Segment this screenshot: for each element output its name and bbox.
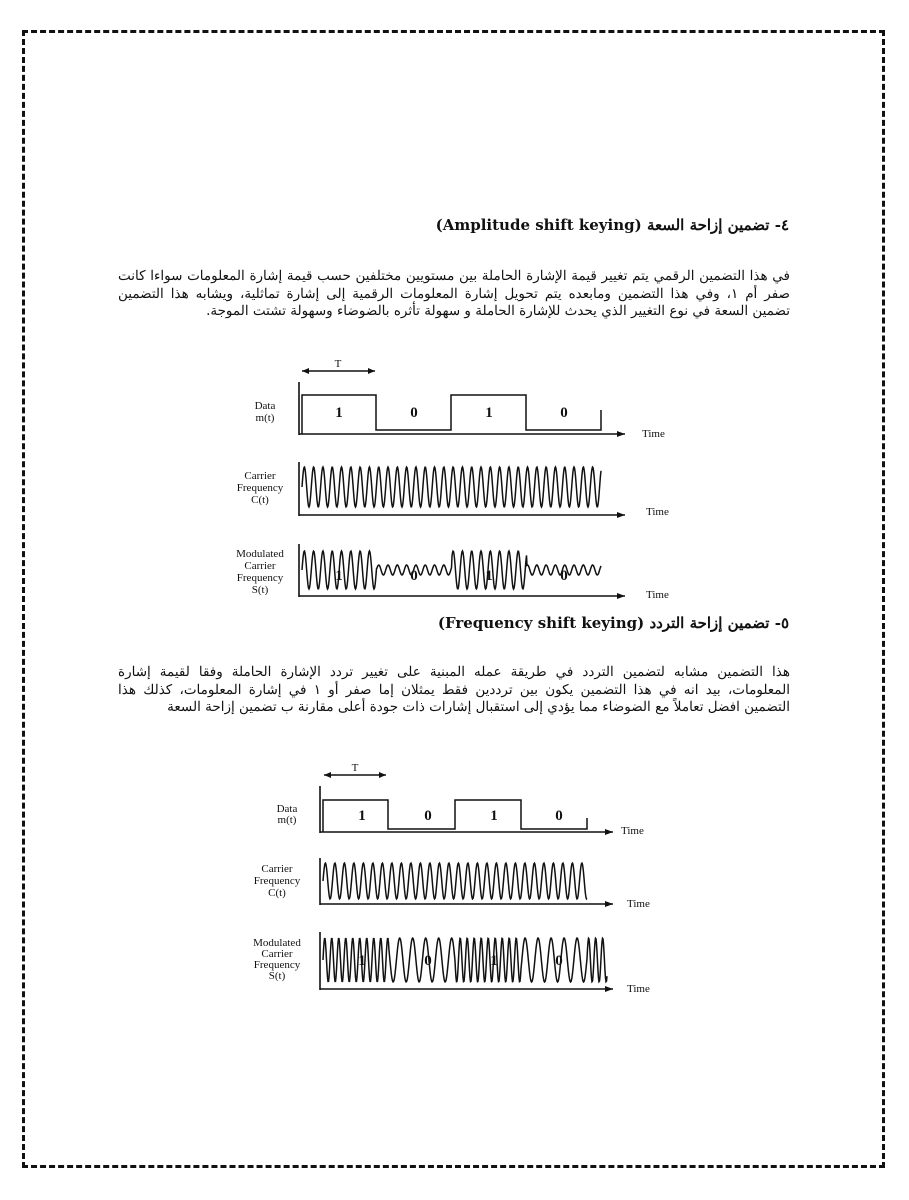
- modulated-label: Modulated: [253, 937, 301, 949]
- data-row: [255, 382, 665, 440]
- time-label: Time: [642, 428, 665, 440]
- ask-paragraph-line: صفر أم ١، وفي هذا التضمين ومابعده يتم تحويل إشارة المعلومات الرقمية إلى إشارة تماثلية، ويشابه هذا التضمين: [118, 285, 790, 302]
- bit-label: 1: [335, 405, 343, 421]
- modulated-row: [253, 932, 650, 995]
- time-label: Time: [627, 983, 650, 995]
- bit-label: 0: [410, 568, 418, 584]
- bit-label: 1: [358, 808, 366, 824]
- ask-paragraph-line: تضمين السعة في نوع التغيير الذي يحدث للإشارة الحاملة و سهولة تأثره بالضوضاء وسهولة تشتت الموجة.: [206, 303, 790, 319]
- ask-paragraph-line: في هذا التضمين الرقمي يتم تغيير قيمة الإشارة الحاملة بين مستويين مختلفين حسب قيمة إشارة المعلومات سواءا كانت: [118, 268, 790, 284]
- data-square-wave: [302, 395, 601, 434]
- bit-label: 0: [424, 953, 432, 969]
- period-label: T: [334, 358, 342, 370]
- carrier-label: C(t): [268, 887, 286, 899]
- ask-paragraph: [118, 268, 790, 321]
- time-label: Time: [621, 825, 644, 837]
- modulated-label: S(t): [268, 970, 286, 982]
- fsk-paragraph: [118, 664, 790, 717]
- fsk-paragraph-line: المعلومات، بيد انه في هذا التضمين يكون بين ترددين فقط يمثلان إما صفر أو ١ في إشارة المعلومات، كذلك هذا: [118, 681, 790, 698]
- bit-label: 1: [358, 953, 366, 969]
- data-row: [277, 786, 644, 837]
- modulated-label: S(t): [251, 584, 269, 596]
- ask-diagram: [205, 358, 685, 603]
- modulated-label: Modulated: [236, 548, 284, 560]
- carrier-label: Carrier: [244, 470, 276, 482]
- carrier-row: [254, 858, 650, 910]
- bit-label: 0: [555, 808, 563, 824]
- time-label: Time: [646, 506, 669, 518]
- period-label: T: [351, 762, 359, 774]
- data-label: Data: [254, 400, 276, 412]
- period-arrow: [302, 358, 375, 374]
- carrier-row: [237, 462, 669, 518]
- carrier-label: C(t): [251, 494, 269, 506]
- modulated-row: [236, 544, 669, 601]
- fsk-paragraph-line: التضمين افضل تعاملاً مع الضوضاء مما يؤدي إلى استقبال إشارات ذات جودة أعلى مقارنة ب تضمين إزاحة السعة: [167, 699, 790, 715]
- bit-label: 1: [485, 568, 493, 584]
- bit-label: 0: [424, 808, 432, 824]
- bit-label: 1: [335, 568, 343, 584]
- ask-heading: ٤- تضمين إزاحة السعة (Amplitude shift keying): [435, 216, 789, 234]
- modulated-label: Frequency: [236, 572, 284, 584]
- carrier-wave: [302, 467, 601, 507]
- bit-label: 0: [410, 405, 418, 421]
- modulated-label: Carrier: [244, 560, 276, 572]
- data-label: m(t): [255, 412, 275, 424]
- data-label: m(t): [277, 814, 297, 826]
- bit-label: 1: [485, 405, 493, 421]
- carrier-label: Frequency: [253, 875, 301, 887]
- fsk-heading: ٥- تضمين إزاحة التردد (Frequency shift keying): [437, 614, 789, 632]
- modulated-label: Carrier: [261, 948, 293, 960]
- time-label: Time: [627, 898, 650, 910]
- bit-label: 0: [555, 953, 563, 969]
- modulated-label: Frequency: [253, 959, 301, 971]
- period-arrow: [324, 762, 386, 778]
- carrier-label: Frequency: [236, 482, 284, 494]
- modulated-wave: [302, 551, 601, 589]
- data-label: Data: [276, 803, 298, 815]
- time-label: Time: [646, 589, 669, 601]
- bit-label: 1: [490, 953, 498, 969]
- fsk-paragraph-line: هذا التضمين مشابه لتضمين التردد في طريقة عمله المبنية على تغيير تردد الإشارة الحاملة وفقا لقيمة إشارة: [118, 664, 790, 680]
- fsk-diagram: [235, 760, 685, 1000]
- bit-label: 0: [560, 568, 568, 584]
- carrier-label: Carrier: [261, 863, 293, 875]
- bit-label: 1: [490, 808, 498, 824]
- carrier-wave: [323, 863, 587, 899]
- bit-label: 0: [560, 405, 568, 421]
